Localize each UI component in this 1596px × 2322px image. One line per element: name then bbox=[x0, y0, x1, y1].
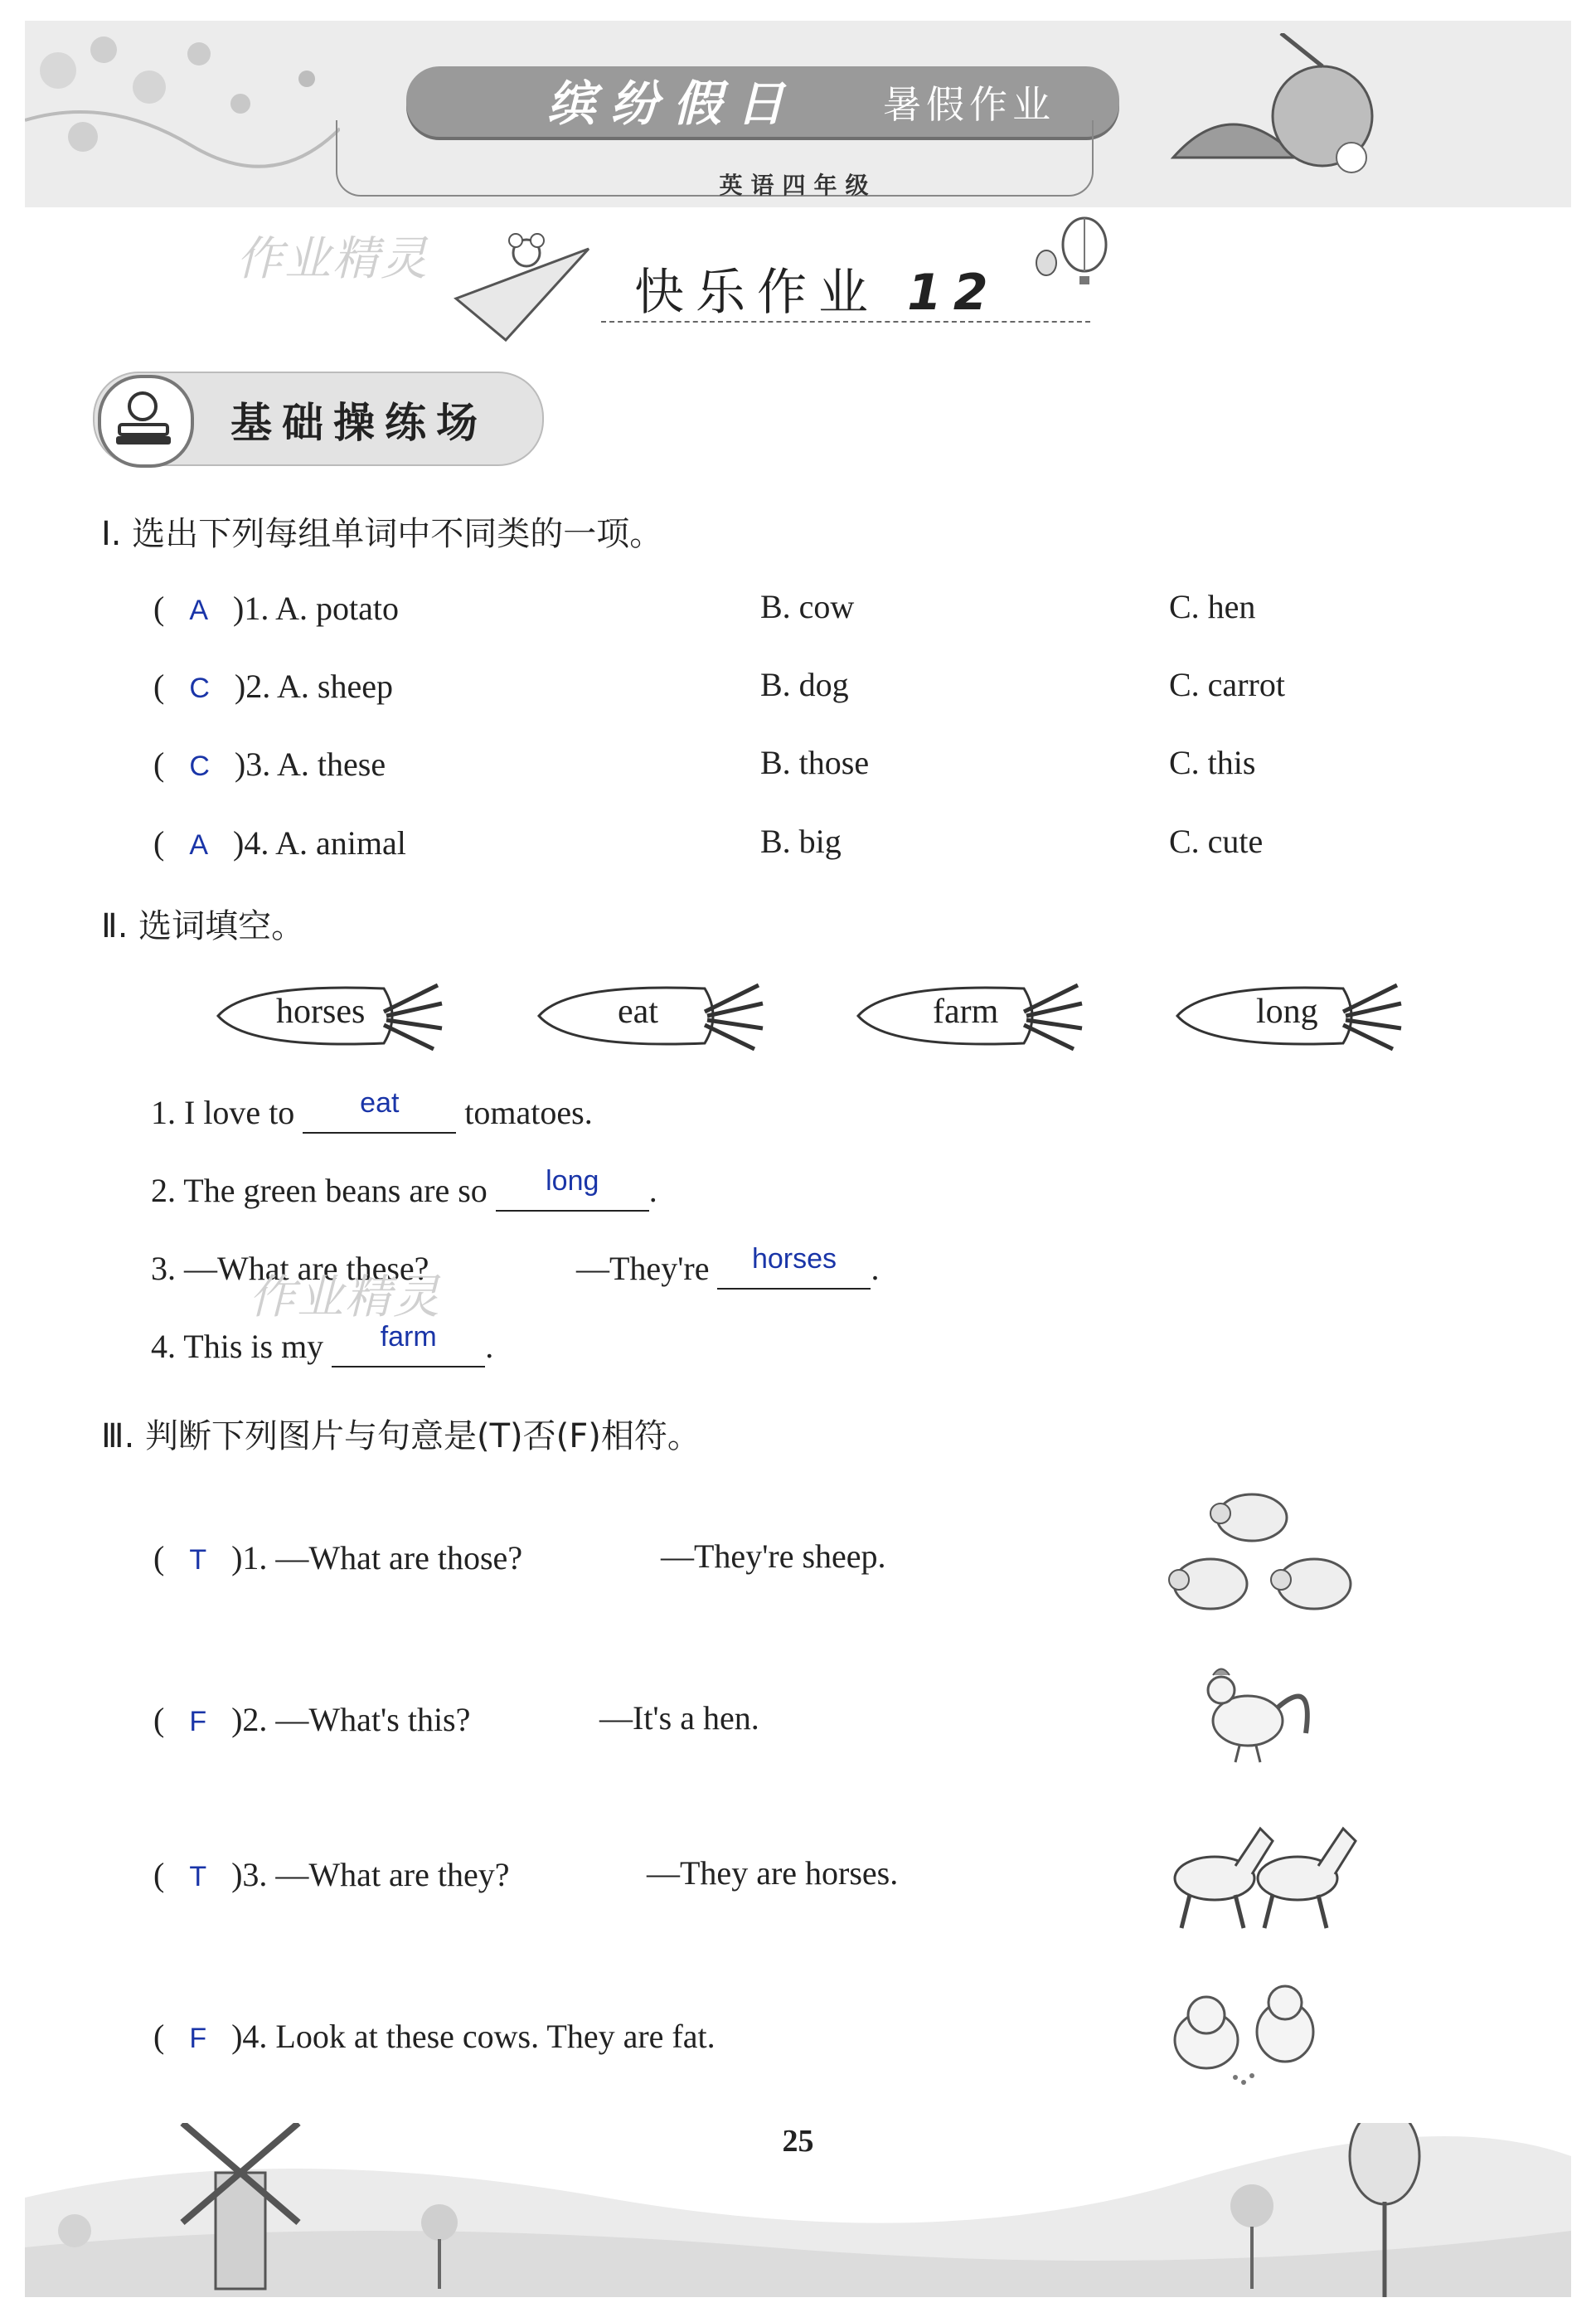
header-grade: 英语四年级 bbox=[719, 172, 877, 199]
part1-heading: Ⅰ. 选出下列每组单词中不同类的一项。 bbox=[101, 515, 663, 553]
homework-title-underline bbox=[601, 321, 1090, 323]
answer-mark: T bbox=[189, 1861, 207, 1892]
header-subtitle: 暑假作业 bbox=[883, 82, 1055, 127]
paper-plane-mouse-icon bbox=[448, 224, 597, 348]
option-c: C. carrot bbox=[1169, 666, 1285, 703]
item-stem: )2. A. sheep bbox=[234, 668, 393, 705]
part3-item-4: ( F )4. Look at these cows. They are fat. bbox=[153, 2018, 716, 2055]
section-badge-label: 基础操练场 bbox=[230, 399, 488, 447]
answer-mark: C bbox=[189, 673, 210, 704]
item-stem: )4. A. animal bbox=[233, 824, 406, 862]
flower-decoration-icon bbox=[25, 21, 340, 187]
part1-item-1: ( A )1. A. potato bbox=[153, 590, 399, 627]
option-c: C. this bbox=[1169, 744, 1256, 781]
fill-blank bbox=[332, 1321, 485, 1367]
page-number: 25 bbox=[782, 2124, 814, 2159]
fill-blank bbox=[496, 1165, 649, 1212]
item-stem: )1. A. potato bbox=[233, 590, 399, 627]
answer-mark: A bbox=[189, 595, 209, 626]
word-bank-carrot-3 bbox=[854, 979, 1086, 1057]
word-bank-carrot-4 bbox=[1173, 979, 1405, 1057]
option-b: B. big bbox=[760, 823, 842, 860]
sheep-picture-icon bbox=[1161, 1489, 1368, 1621]
part2-item-2: 2. The green beans are so $^{long}$ . bbox=[151, 1171, 657, 1212]
answer-text: horses bbox=[751, 1243, 837, 1275]
part3-item-1: ( T )1. —What are those? bbox=[153, 1539, 523, 1576]
part2-item-3: 3. —What are these? bbox=[151, 1250, 429, 1287]
answer-mark: T bbox=[189, 1544, 207, 1576]
option-c: C. cute bbox=[1169, 823, 1264, 860]
part2-item-3-answer: —They're $^{horses}$ . bbox=[576, 1249, 879, 1290]
header-title: 缤纷假日 bbox=[547, 75, 800, 132]
option-b: B. cow bbox=[760, 588, 855, 625]
rooster-picture-icon bbox=[1190, 1659, 1322, 1766]
part2-item-4: 4. This is my $^{farm}$ . bbox=[151, 1327, 493, 1367]
answer-mark: F bbox=[189, 2023, 207, 2054]
word-bank-carrot-1 bbox=[214, 979, 446, 1057]
hot-air-balloon-icon bbox=[1028, 211, 1119, 294]
part2-heading: Ⅱ. 选词填空。 bbox=[101, 907, 305, 945]
answer-mark: C bbox=[189, 751, 210, 782]
answer-text: eat bbox=[360, 1087, 400, 1119]
watermark: 作业精灵 bbox=[249, 1270, 441, 1324]
word-bank-word: eat bbox=[618, 993, 658, 1031]
option-c: C. hen bbox=[1169, 588, 1256, 625]
word-bank-word: horses bbox=[276, 993, 366, 1031]
homework-number: 12 bbox=[907, 264, 1000, 322]
word-bank-word: farm bbox=[933, 993, 999, 1031]
part1-item-3: ( C )3. A. these bbox=[153, 746, 386, 783]
answer-text: long bbox=[546, 1165, 599, 1197]
fill-blank bbox=[303, 1087, 456, 1134]
part1-item-2: ( C )2. A. sheep bbox=[153, 668, 393, 705]
part2-item-1: 1. I love to $^{eat}$ tomatoes. bbox=[151, 1093, 593, 1134]
word-bank-carrot-2 bbox=[535, 979, 767, 1057]
part3-heading: Ⅲ. 判断下列图片与句意是(T)否(F)相符。 bbox=[101, 1417, 701, 1455]
item-stem: )3. A. these bbox=[234, 746, 386, 783]
horses-picture-icon bbox=[1157, 1804, 1364, 1936]
answer-text: farm bbox=[380, 1321, 437, 1353]
answer-mark: F bbox=[189, 1706, 207, 1737]
chicks-picture-icon bbox=[1161, 1970, 1327, 2094]
homework-title bbox=[634, 253, 1000, 324]
option-b: B. dog bbox=[760, 666, 849, 703]
part3-item-2: ( F )2. —What's this? bbox=[153, 1701, 471, 1738]
part3-item-2-reply: —It's a hen. bbox=[599, 1699, 759, 1737]
part3-item-3: ( T )3. —What are they? bbox=[153, 1856, 510, 1893]
student-icon bbox=[109, 388, 179, 449]
homework-title-label: 快乐作业 bbox=[634, 264, 880, 322]
option-b: B. those bbox=[760, 744, 870, 781]
part3-item-1-reply: —They're sheep. bbox=[661, 1537, 886, 1575]
part1-item-4: ( A )4. A. animal bbox=[153, 824, 406, 862]
word-bank-word: long bbox=[1256, 993, 1318, 1031]
answer-mark: A bbox=[189, 829, 209, 861]
part3-item-3-reply: —They are horses. bbox=[647, 1854, 899, 1892]
watermark: 作业精灵 bbox=[236, 232, 429, 286]
